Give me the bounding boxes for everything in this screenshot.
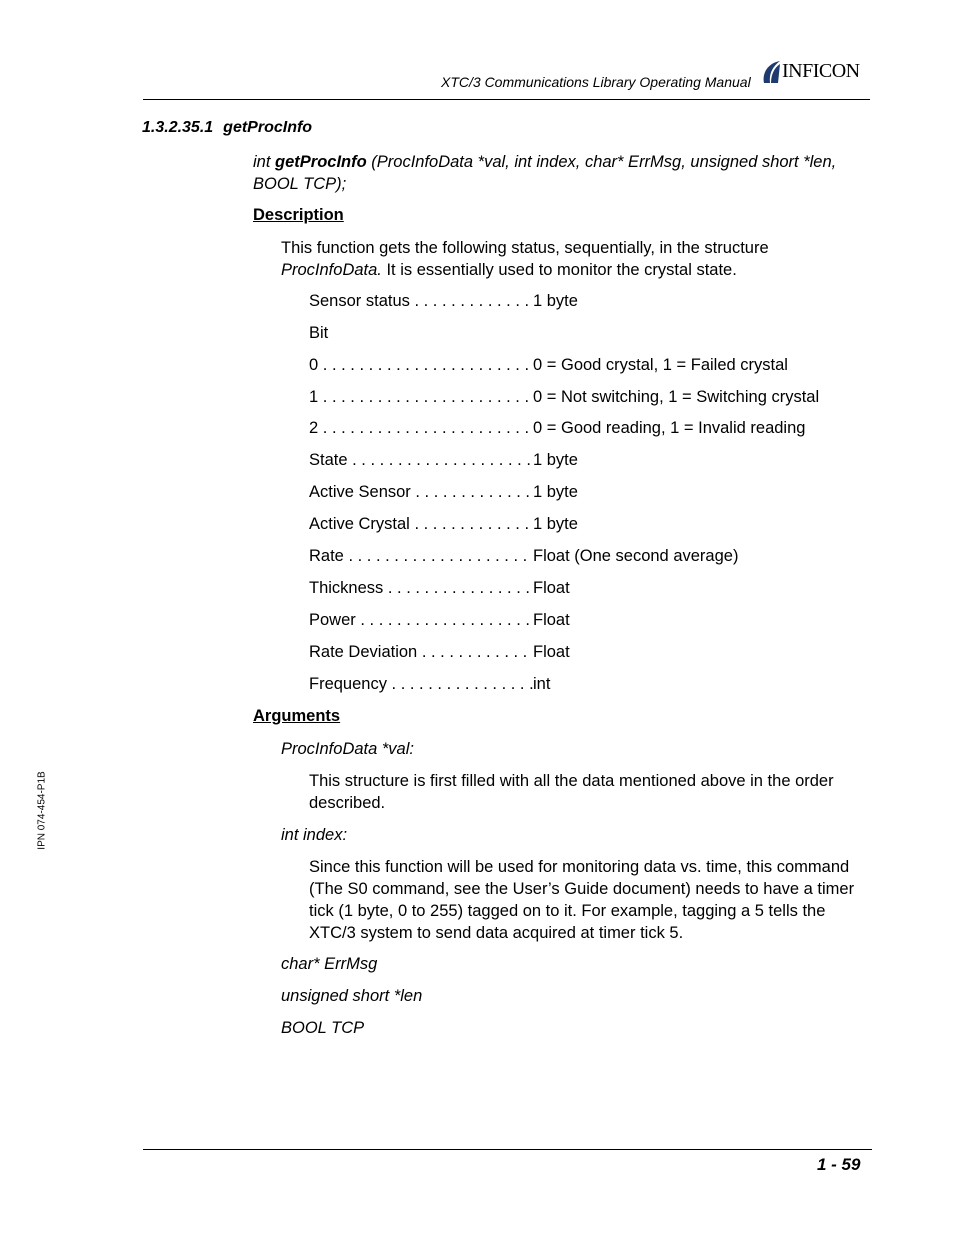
argument-description: This structure is first filled with all the data mentioned above in the order described. xyxy=(309,772,834,812)
field-row: Active Crystal . . . 1 byte xyxy=(309,515,533,539)
field-row: Rate . . . Float (One second average) xyxy=(309,547,533,571)
argument-name: ProcInfoData *val: xyxy=(281,740,414,758)
arguments-heading: Arguments xyxy=(253,707,341,725)
section-number: 1.3.2.35.1 xyxy=(142,119,214,136)
page-number: 1 - 59 xyxy=(817,1155,861,1174)
function-signature xyxy=(253,151,873,195)
argument-description: Since this function will be used for monitoring data vs. time, this command (The S0 command, see the User’s Guide document) needs to have a timer tick (1 byte, 0 to 255) tagged on to it. For example, tagging a 5 tells the XTC/3 system to send data acquired at timer tick 5. xyxy=(309,858,855,942)
description-text-1: This function gets the following status, sequentially, in the structure xyxy=(281,239,769,257)
argument-name: unsigned short *len xyxy=(281,987,423,1005)
document-id: IPN 074-454-P1B xyxy=(36,771,48,850)
description-text xyxy=(281,237,841,281)
field-row: State . . . 1 byte xyxy=(309,451,533,475)
bit-label: Bit xyxy=(309,324,329,342)
signature-name: getProcInfo xyxy=(275,153,367,171)
inficon-swoosh-icon xyxy=(760,59,782,85)
description-heading: Description xyxy=(253,206,344,224)
description-text-2: It is essentially used to monitor the crystal state. xyxy=(381,261,737,279)
signature-prefix: int xyxy=(253,153,276,171)
logo-text: INFICON xyxy=(782,60,860,82)
field-row: 0 . . . 0 = Good crystal, 1 = Failed crystal xyxy=(309,356,533,380)
section-title: getProcInfo xyxy=(223,119,313,136)
running-header-title: XTC/3 Communications Library Operating Manual xyxy=(441,74,751,90)
argument-name: int index: xyxy=(281,826,348,844)
inficon-logo xyxy=(760,59,872,85)
field-row: Frequency . . . int xyxy=(309,675,533,699)
header-rule xyxy=(143,99,870,100)
section-heading xyxy=(142,119,312,137)
field-row: Active Sensor . . . 1 byte xyxy=(309,483,533,507)
field-row: Rate Deviation . . . Float xyxy=(309,643,533,667)
field-row: Thickness . . . Float xyxy=(309,579,533,603)
footer-rule xyxy=(143,1149,872,1150)
field-row: Power . . . Float xyxy=(309,611,533,635)
field-row: 1 . . . 0 = Not switching, 1 = Switching crystal xyxy=(309,388,533,412)
signature-params: (ProcInfoData *val, int index, char* ErrMsg, unsigned short *len, BOOL TCP); xyxy=(253,153,837,193)
description-struct-name: ProcInfoData. xyxy=(281,261,382,279)
field-row: 2 . . . 0 = Good reading, 1 = Invalid reading xyxy=(309,419,533,443)
argument-name: char* ErrMsg xyxy=(281,955,378,973)
argument-name: BOOL TCP xyxy=(281,1019,365,1037)
field-row: Sensor status . . . 1 byte xyxy=(309,292,533,316)
